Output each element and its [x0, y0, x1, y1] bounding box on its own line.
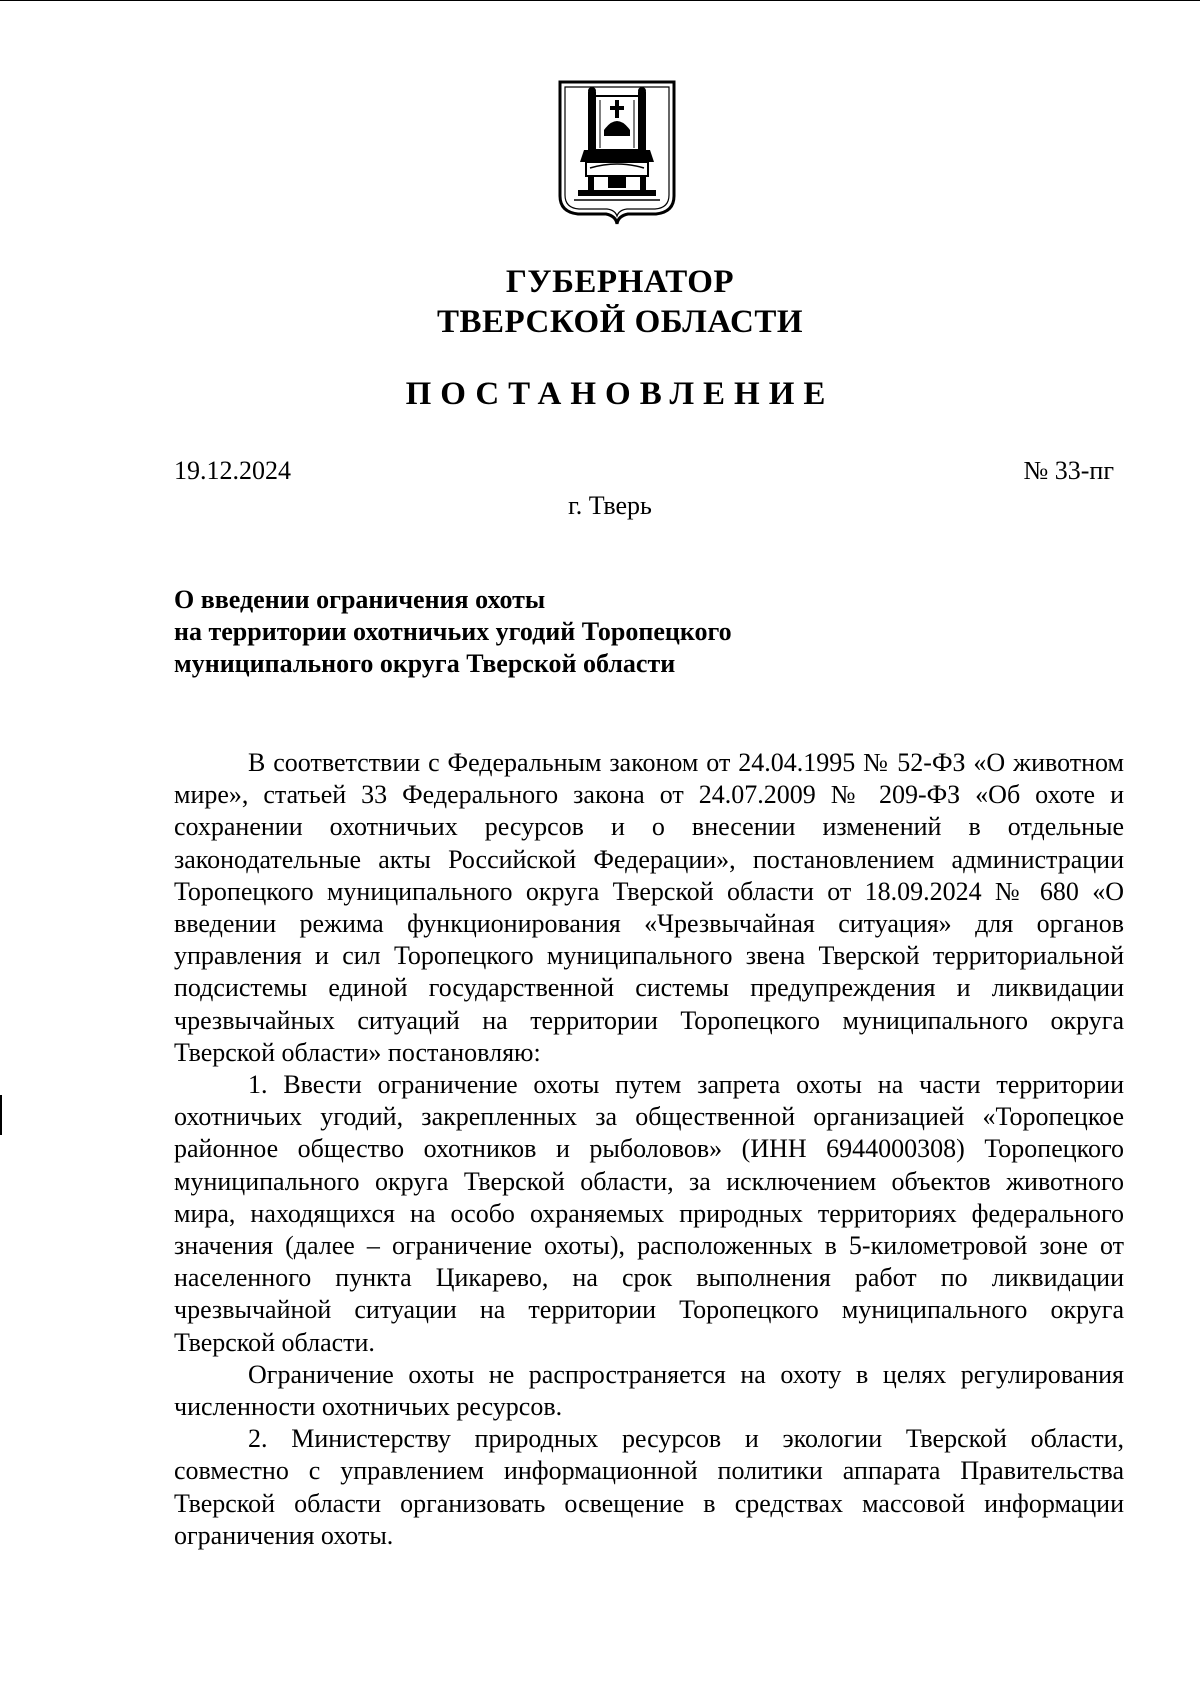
scan-edge-left	[0, 1095, 2, 1135]
item-2-paragraph: 2. Министерству природных ресурсов и экологии Тверской области, совместно с управлением информационной политики аппарата Правительства Тверской области организовать освещение в средствах массовой информации ограничения охоты.	[174, 1424, 1124, 1550]
document-number: № 33-пг	[1023, 456, 1114, 485]
item-1-note-paragraph: Ограничение охоты не распространяется на охоту в целях регулирования численности охотничьих ресурсов.	[174, 1359, 1124, 1422]
item-1-paragraph: 1. Ввести ограничение охоты путем запрета охоты на части территории охотничьих угодий, закрепленных за общественной организацией «Торопецкое районное общество охотников и рыболовов» (ИНН 6944000308) Торопецкого муниципального округа Тверской области, за исключением объектов животного мира, находящихся на особо охраняемых природных территориях федерального значения (далее – ограничение охоты), расположенных в 5-километровой зоне от населенного пункта Цикарево, на срок выполнения работ по ликвидации чрезвычайной ситуации на территории Торопецкого муниципального округа Тверской области.	[174, 1070, 1124, 1357]
document-date: 19.12.2024	[174, 456, 291, 485]
authority-line-2: ТВЕРСКОЙ ОБЛАСТИ	[436, 304, 804, 340]
title-line-3: муниципального округа Тверской области	[174, 649, 676, 678]
preamble-paragraph: В соответствии с Федеральным законом от 24.04.1995 № 52-ФЗ «О животном мире», статьей 33 Федерального закона от 24.07.2009 № 209-ФЗ «Об охоте и сохранении охотничьих ресурсов и о внесении изменений в отдельные законодательные акты Российской Федерации», постановлением администрации Торопецкого муниципального округа Тверской области от 18.09.2024 № 680 «О введении режима функционирования «Чрезвычайная ситуация» для органов управления и сил Торопецкого муниципального звена Тверской территориальной подсистемы единой государственной системы предупреждения и ликвидации чрезвычайных ситуаций на территории Торопецкого муниципального округа Тверской области» постановляю:	[174, 748, 1124, 1067]
issuing-authority	[0, 262, 1200, 342]
document-type-heading: ПОСТАНОВЛЕНИЕ	[405, 376, 835, 412]
coat-of-arms-icon	[556, 78, 678, 228]
scan-edge-top	[0, 0, 1200, 1]
document-body	[174, 747, 1124, 1552]
document-city: г. Тверь	[568, 491, 652, 520]
authority-line-1: ГУБЕРНАТОР	[505, 264, 735, 300]
title-line-1: О введении ограничения охоты	[174, 585, 546, 614]
title-line-2: на территории охотничьих угодий Торопецкого	[174, 617, 732, 646]
document-title	[174, 584, 874, 680]
